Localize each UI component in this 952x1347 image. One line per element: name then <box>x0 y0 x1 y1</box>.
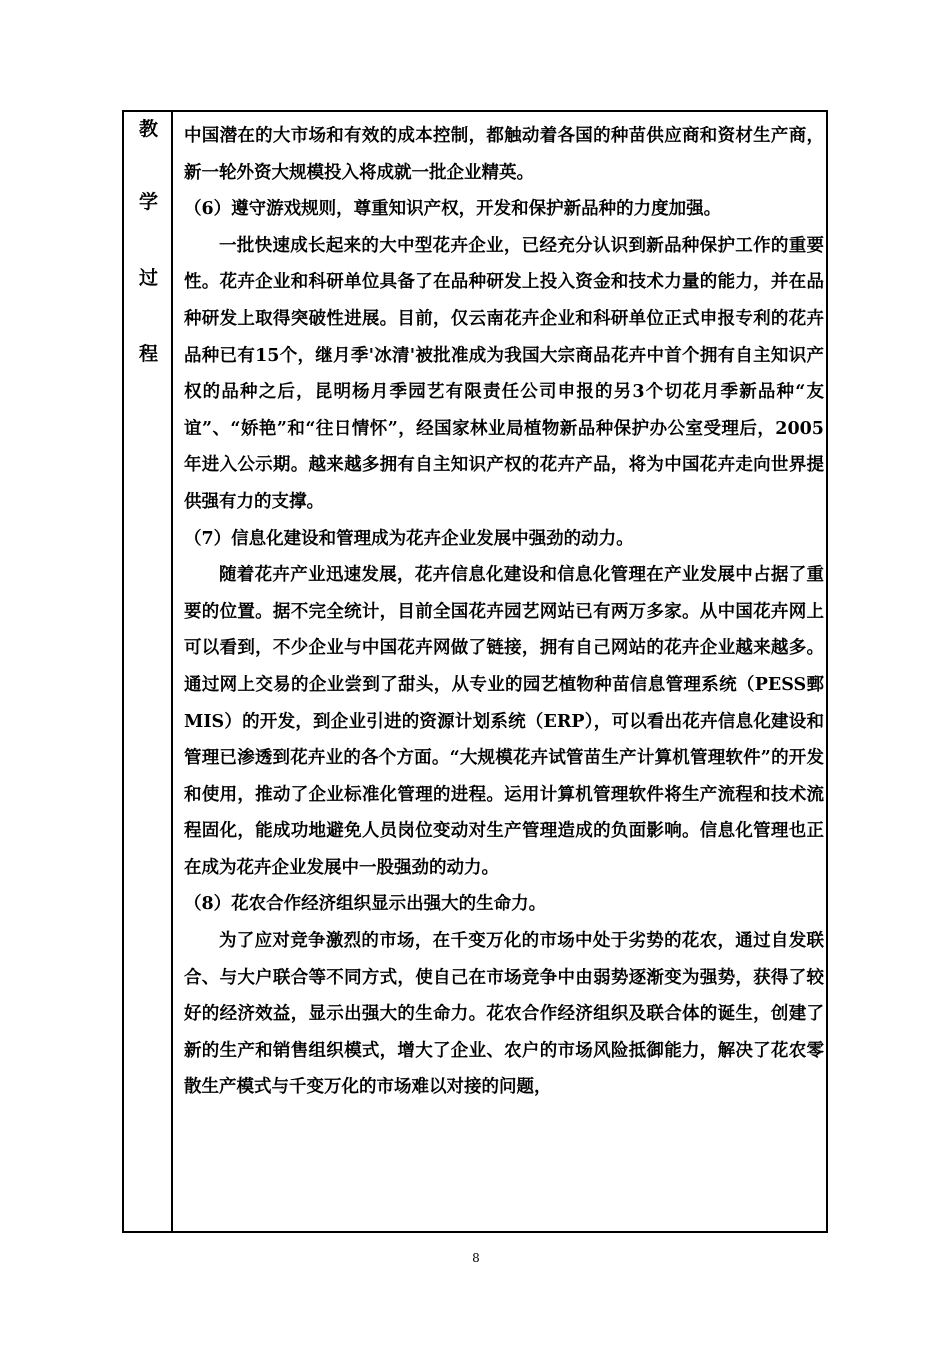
paragraph-continuation: 中国潜在的大市场和有效的成本控制，都触动着各国的种苗供应商和资材生产商，新一轮外资大规模投入将成就一批企业精英。 <box>184 126 824 183</box>
paragraph-body: 随着花卉产业迅速发展，花卉信息化建设和信息化管理在产业发展中占据了重要的位置。据不完全统计，目前全国花卉园艺网站已有两万多家。从中国花卉网上可以看到，不少企业与中国花卉网做了链接，拥有自己网站的花卉企业越来越多。通过网上交易的企业尝到了甜头，从专业的园艺植物种苗信息管理系统（PESS鄄MIS）的开发，到企业引进的资源计划系统（ERP），可以看出花卉信息化建设和管理已渗透到花卉业的各个方面。“大规模花卉试管苗生产计算机管理软件”的开发和使用，推动了企业标准化管理的进程。运用计算机管理软件将生产流程和技术流程固化，能成功地避免人员岗位变动对生产管理造成的负面影响。信息化管理也正在成为花卉企业发展中一股强劲的动力。 <box>184 565 824 878</box>
paragraph-body: 为了应对竞争激烈的市场，在千变万化的市场中处于劣势的花农，通过自发联合、与大户联合等不同方式，使自己在市场竞争中由弱势逐渐变为强势，获得了较好的经济效益，显示出强大的生命力。花农合作经济组织及联合体的诞生，创建了新的生产和销售组织模式，增大了企业、农户的市场风险抵御能力，解决了花农零散生产模式与千变万化的市场难以对接的问题， <box>184 931 824 1098</box>
column-label-char: 教 <box>138 118 158 140</box>
lesson-table <box>122 110 828 1233</box>
section-heading-6: （6）遵守游戏规则，尊重知识产权，开发和保护新品种的力度加强。 <box>184 199 722 220</box>
column-label-char: 过 <box>138 267 158 289</box>
column-label-char: 学 <box>138 191 158 213</box>
paragraph-body: 一批快速成长起来的大中型花卉企业，已经充分认识到新品种保护工作的重要性。花卉企业和科研单位具备了在品种研发上投入资金和技术力量的能力，并在品种研发上取得突破性进展。目前，仅云南花卉企业和科研单位正式申报专利的花卉品种已有15个，继月季'冰清'被批准成为我国大宗商品花卉中首个拥有自主知识产权的品种之后，昆明杨月季园艺有限责任公司申报的另3个切花月季新品种“友谊”、“娇艳”和“往日情怀”，经国家林业局植物新品种保护办公室受理后，2005年进入公示期。越来越多拥有自主知识产权的花卉产品，将为中国花卉走向世界提供强有力的支撑。 <box>184 235 824 512</box>
column-label-char: 程 <box>138 343 158 365</box>
teaching-content <box>184 118 824 1106</box>
section-heading-7: （7）信息化建设和管理成为花卉企业发展中强劲的动力。 <box>184 528 634 549</box>
section-heading-8: （8）花农合作经济组织显示出强大的生命力。 <box>184 894 547 915</box>
page-number: 8 <box>472 1251 480 1265</box>
teaching-process-column <box>124 112 173 1231</box>
